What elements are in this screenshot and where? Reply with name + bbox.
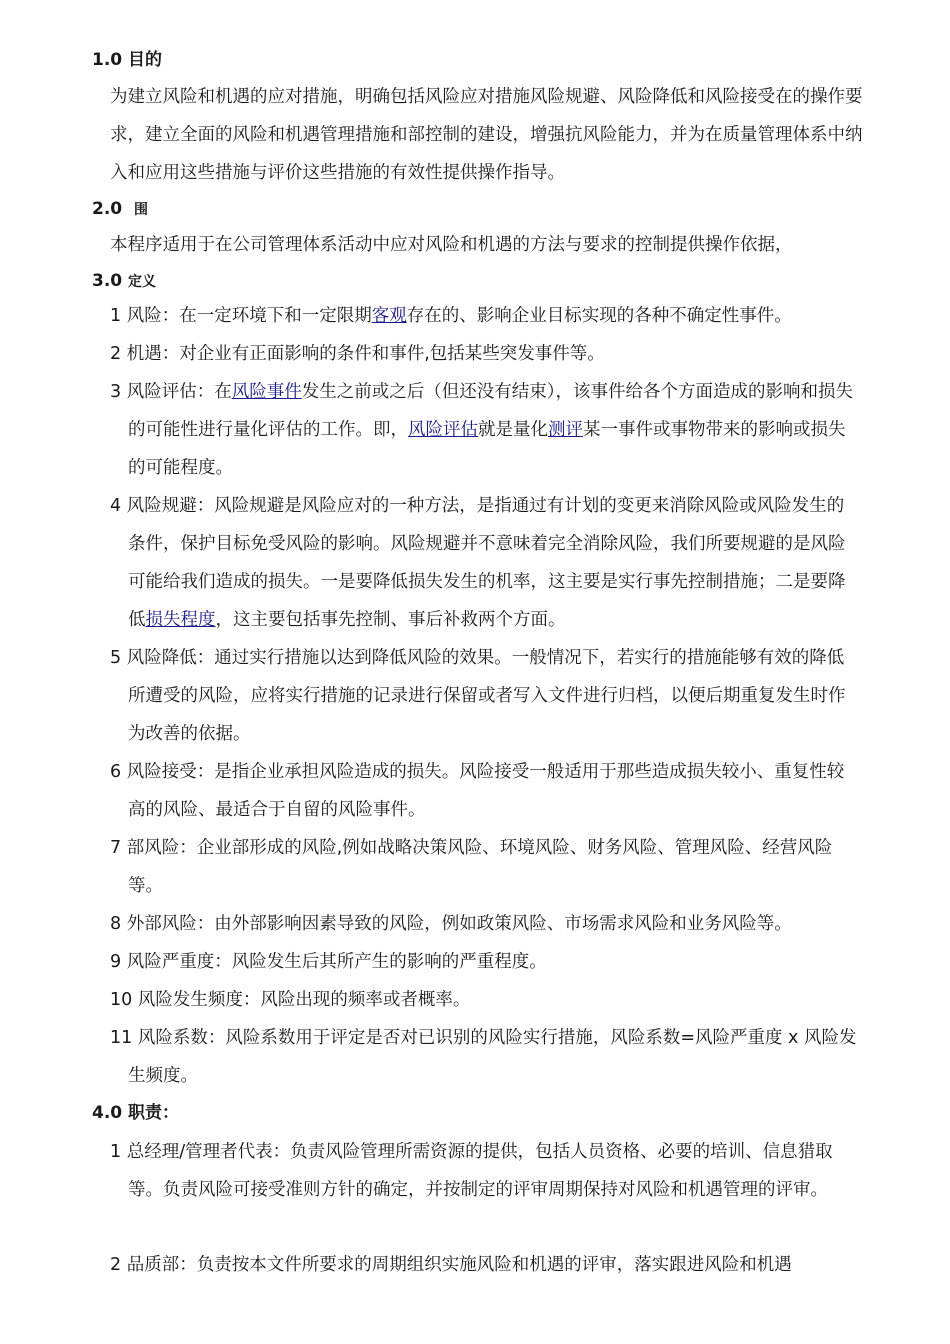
section-1-heading (92, 49, 162, 71)
definition-text: 存在的、影响企业目标实现的各种不确定性事件。 (406, 306, 792, 326)
section-number: 2.0 (92, 199, 123, 219)
section-2-heading (92, 198, 148, 221)
definition-risk (110, 297, 858, 335)
responsibility-quality-dept: 2 品质部：负责按本文件所要求的周期组织实施风险和机遇的评审，落实跟进风险和机遇 (110, 1255, 792, 1275)
section-number: 1.0 (92, 50, 123, 70)
section-2-body: 本程序适用于在公司管理体系活动中应对风险和机遇的方法与要求的控制提供操作依据， (110, 235, 793, 255)
link-loss-degree[interactable]: 损失程度 (145, 610, 216, 630)
link-risk-event[interactable]: 风险事件 (231, 382, 302, 402)
definition-text: 4 风险规避：风险规避是风险应对的一种方法，是指通过有计划的变更来消除风险或风险发生的条件，保护目标免受风险的影响。风险规避并不意味着完全消除风险，我们所要规避的是风险可能给我们造成的损失。一是要降低损失发生的机率，这主要是实行事先控制措施；二是要降低 (110, 496, 846, 630)
section-3-heading (92, 270, 156, 293)
section-4-heading (92, 1102, 179, 1124)
section-title: 围 (133, 202, 148, 218)
definition-text: 某一事件或事物带来的影响或损失的可能程度。 (128, 420, 846, 478)
definition-risk-avoidance (110, 487, 858, 639)
definition-text: 发生之前或之后（但还没有结束），该事件给各个方面造成的影响和损失的可能性进行量化评估的工作。即， (128, 382, 853, 440)
responsibility-general-manager: 1 总经理/管理者代表：负责风险管理所需资源的提供，包括人员资格、必要的培训、信息猎取等。负责风险可接受准则方针的确定，并按制定的评审周期保持对风险和机遇管理的评审。 (110, 1142, 833, 1200)
definition-risk-severity: 9 风险严重度：风险发生后其所产生的影响的严重程度。 (110, 952, 547, 972)
link-evaluation[interactable]: 测评 (548, 420, 583, 440)
definition-internal-risk: 7 部风险：企业部形成的风险,例如战略决策风险、环境风险、财务风险、管理风险、经营风险等。 (110, 838, 833, 896)
definition-opportunity: 2 机遇：对企业有正面影响的条件和事件,包括某些突发事件等。 (110, 344, 605, 364)
link-objective[interactable]: 客观 (371, 306, 407, 326)
definition-text: 1 风险：在一定环境下和一定限期 (110, 306, 372, 326)
definition-external-risk: 8 外部风险：由外部影响因素导致的风险，例如政策风险、市场需求风险和业务风险等。 (110, 914, 792, 934)
link-risk-assessment[interactable]: 风险评估 (408, 420, 478, 440)
definition-risk-reduction: 5 风险降低：通过实行措施以达到降低风险的效果。一般情况下，若实行的措施能够有效的降低所遭受的风险，应将实行措施的记录进行保留或者写入文件进行归档，以便后期重复发生时作为改善的依据。 (110, 648, 846, 744)
definition-text: ，这主要包括事先控制、事后补救两个方面。 (215, 610, 566, 630)
section-title: 目的 (128, 50, 163, 70)
definition-risk-assessment (110, 373, 858, 487)
definition-risk-acceptance: 6 风险接受：是指企业承担风险造成的损失。风险接受一般适用于那些造成损失较小、重复性较高的风险、最适合于自留的风险事件。 (110, 762, 845, 820)
section-number: 3.0 (92, 271, 123, 291)
section-title: 职责： (128, 1103, 180, 1123)
definition-risk-frequency: 10 风险发生频度：风险出现的频率或者概率。 (110, 990, 471, 1010)
section-1-body: 为建立风险和机遇的应对措施，明确包括风险应对措施风险规避、风险降低和风险接受在的操作要求，建立全面的风险和机遇管理措施和部控制的建设，增强抗风险能力，并为在质量管理体系中纳入和应用这些措施与评价这些措施的有效性提供操作指导。 (110, 87, 863, 183)
section-number: 4.0 (92, 1103, 123, 1123)
definition-risk-coefficient: 11 风险系数：风险系数用于评定是否对已识别的风险实行措施，风险系数=风险严重度 x 风险发生频度。 (110, 1028, 857, 1086)
definition-text: 3 风险评估：在 (110, 382, 232, 402)
definition-text: 就是量化 (478, 420, 548, 440)
section-title: 定义 (128, 274, 157, 290)
